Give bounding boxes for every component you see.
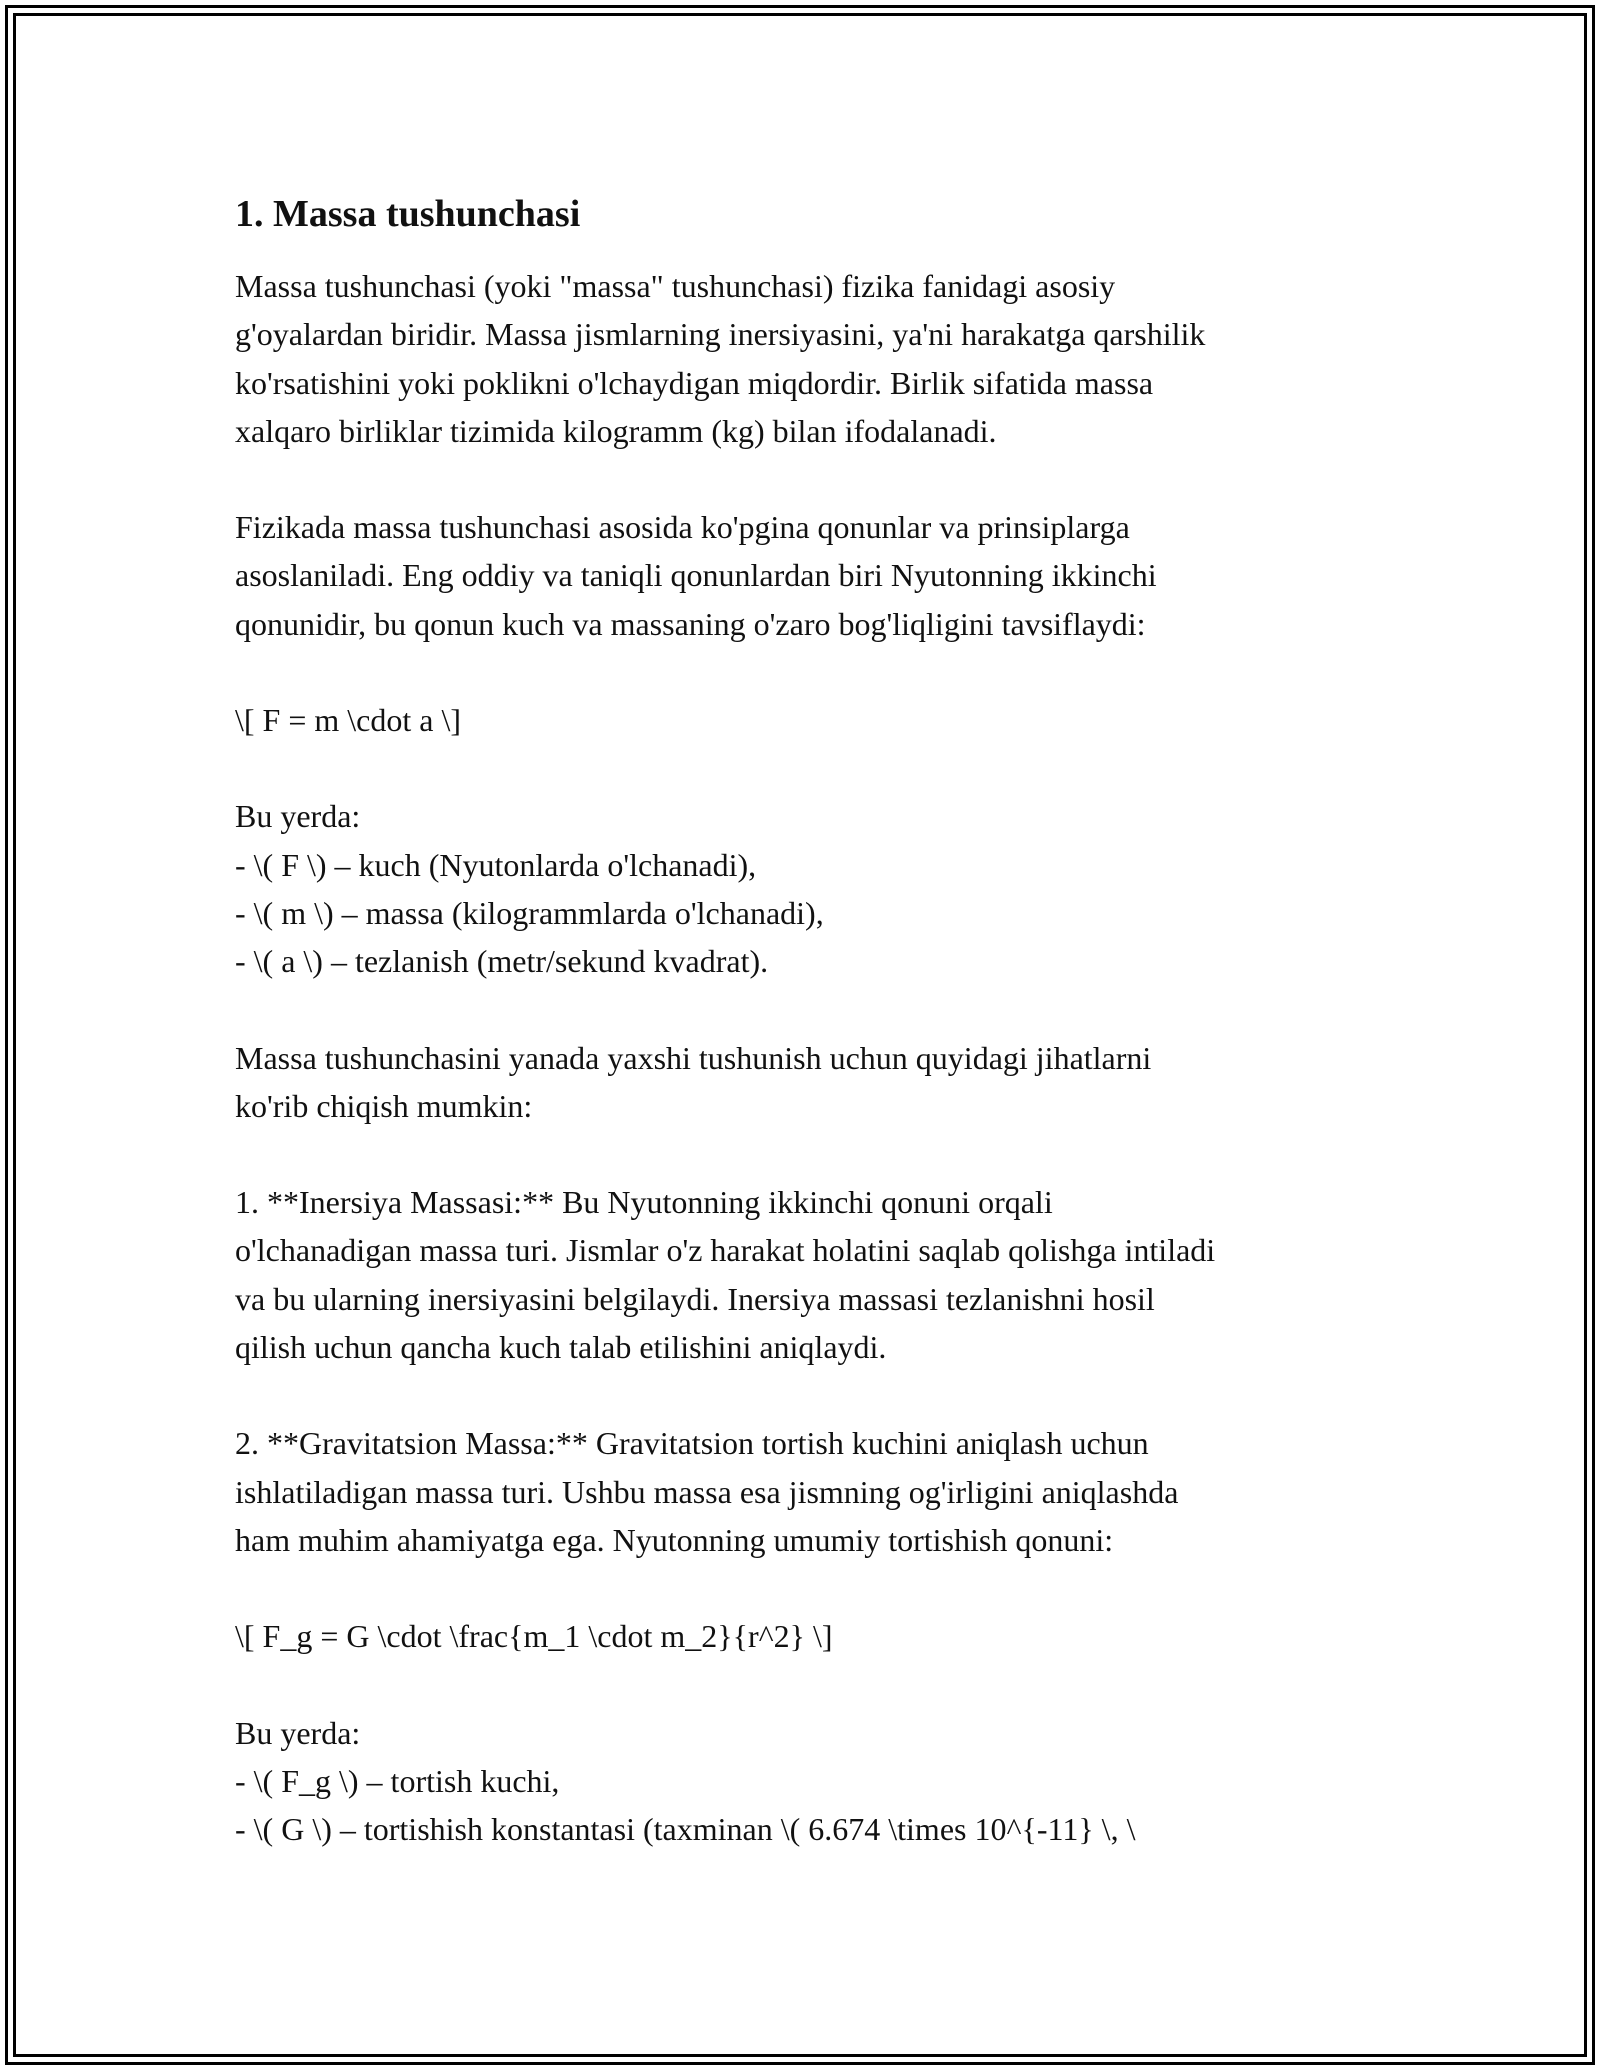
text-line: qonunidir, bu qonun kuch va massaning o'zaro bog'liqligini tavsiflaydi: [235,605,1146,642]
text-line: qilish uchun qancha kuch talab etilishini aniqlaydi. [235,1329,887,1366]
text-line: ishlatiladigan massa turi. Ushbu massa esa jismning og'irligini aniqlashda [235,1473,1179,1510]
text-line: asoslaniladi. Eng oddiy va taniqli qonunlardan biri Nyutonning ikkinchi [235,557,1157,594]
text-line: \[ F = m \cdot a \] [235,702,462,739]
text-line: Bu yerda: [235,1714,361,1751]
paragraph [235,696,1375,744]
section-heading: 1. Massa tushunchasi [235,193,581,235]
text-line: \[ F_g = G \cdot \frac{m_1 \cdot m_2}{r^2} \] [235,1618,833,1655]
paragraph [235,1612,1375,1660]
text-line: - \( G \) – tortishish konstantasi (taxminan \( 6.674 \times 10^{-11} \, \ [235,1811,1136,1848]
paragraph [235,792,1375,985]
text-line: - \( m \) – massa (kilogrammlarda o'lchanadi), [235,894,824,931]
text-line: o'lchanadigan massa turi. Jismlar o'z harakat holatini saqlab qolishga intiladi [235,1232,1216,1269]
paragraph [235,1419,1375,1564]
text-line: g'oyalardan biridir. Massa jismlarning inersiyasini, ya'ni harakatga qarshilik [235,316,1206,353]
document-body [235,188,1375,1901]
text-line: - \( a \) – tezlanish (metr/sekund kvadrat). [235,943,769,980]
paragraph-list [235,262,1375,1853]
text-line: ko'rib chiqish mumkin: [235,1087,533,1124]
text-line: - \( F \) – kuch (Nyutonlarda o'lchanadi), [235,846,757,883]
paragraph [235,262,1375,455]
paragraph [235,503,1375,648]
text-line: ko'rsatishini yoki poklikni o'lchaydigan miqdordir. Birlik sifatida massa [235,364,1154,401]
paragraph [235,1709,1375,1854]
text-line: va bu ularning inersiyasini belgilaydi. Inersiya massasi tezlanishni hosil [235,1280,1155,1317]
text-line: ham muhim ahamiyatga ega. Nyutonning umumiy tortishish qonuni: [235,1521,1114,1558]
paragraph [235,1034,1375,1131]
text-line: Massa tushunchasi (yoki "massa" tushunchasi) fizika fanidagi asosiy [235,268,1116,304]
text-line: - \( F_g \) – tortish kuchi, [235,1762,560,1799]
text-line: 1. **Inersiya Massasi:** Bu Nyutonning ikkinchi qonuni orqali [235,1184,1053,1221]
text-line: 2. **Gravitatsion Massa:** Gravitatsion tortish kuchini aniqlash uchun [235,1425,1149,1462]
text-line: Bu yerda: [235,798,361,835]
text-line: Massa tushunchasini yanada yaxshi tushunish uchun quyidagi jihatlarni [235,1039,1152,1076]
paragraph [235,1178,1375,1371]
text-line: Fizikada massa tushunchasi asosida ko'pgina qonunlar va prinsiplarga [235,509,1130,546]
text-line: xalqaro birliklar tizimida kilogramm (kg) bilan ifodalanadi. [235,412,997,449]
